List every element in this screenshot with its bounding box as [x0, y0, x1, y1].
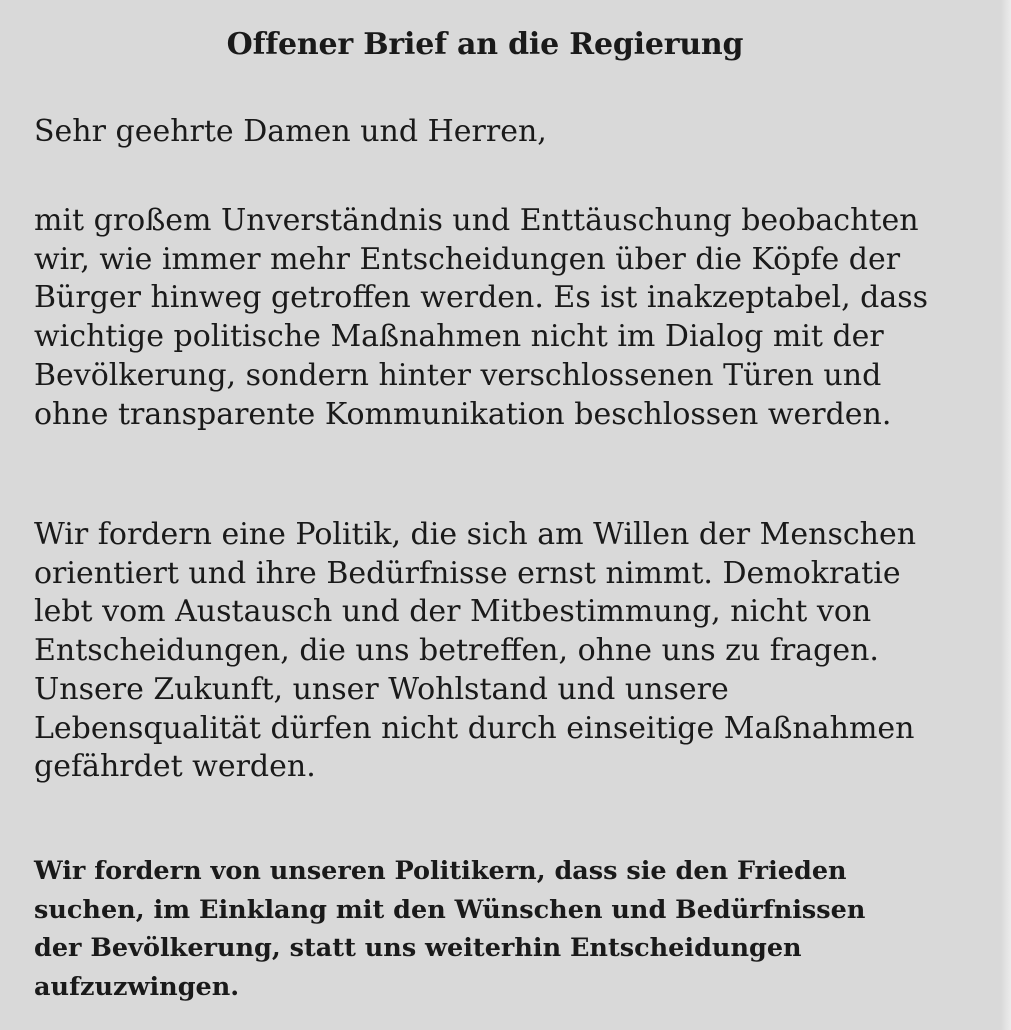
closing-line: suchen, im Einklang mit den Wünschen und Bedürfnissen — [34, 894, 866, 925]
paragraph-line: wichtige politische Maßnahmen nicht im Dialog mit der — [34, 319, 884, 355]
paragraph-line: gefährdet werden. — [34, 749, 316, 785]
paragraph-line: Bürger hinweg getroffen werden. Es ist inakzeptabel, dass — [34, 280, 929, 316]
paragraph-line: Lebensqualität dürfen nicht durch einseitige Maßnahmen — [34, 710, 915, 746]
closing-line: Wir fordern von unseren Politikern, dass sie den Frieden — [34, 856, 847, 886]
paragraph-line: Wir fordern eine Politik, die sich am Willen der Menschen — [34, 517, 917, 552]
letter-closing-demand — [34, 852, 934, 1006]
page-edge — [1001, 0, 1011, 1030]
letter-salutation: Sehr geehrte Damen und Herren, — [34, 114, 547, 149]
paragraph-line: mit großem Unverständnis und Enttäuschung beobachten — [34, 203, 919, 238]
letter-paragraph-1 — [34, 202, 984, 434]
paragraph-line: ohne transparente Kommunikation beschlossen werden. — [34, 396, 892, 432]
paragraph-line: wir, wie immer mehr Entscheidungen über die Köpfe der — [34, 241, 901, 277]
closing-line: der Bevölkerung, statt uns weiterhin Entscheidungen — [34, 933, 802, 963]
paragraph-line: Entscheidungen, die uns betreffen, ohne uns zu fragen. — [34, 633, 879, 669]
letter-paragraph-2 — [34, 516, 984, 787]
paragraph-line: lebt vom Austausch und der Mitbestimmung, nicht von — [34, 594, 872, 630]
paragraph-line: Bevölkerung, sondern hinter verschlossenen Türen und — [34, 357, 882, 393]
letter-title: Offener Brief an die Regierung — [226, 27, 744, 62]
paragraph-line: Unsere Zukunft, unser Wohlstand und unsere — [34, 671, 729, 707]
closing-line: aufzuzwingen. — [34, 971, 240, 1002]
paragraph-line: orientiert und ihre Bedürfnisse ernst nimmt. Demokratie — [34, 555, 901, 591]
